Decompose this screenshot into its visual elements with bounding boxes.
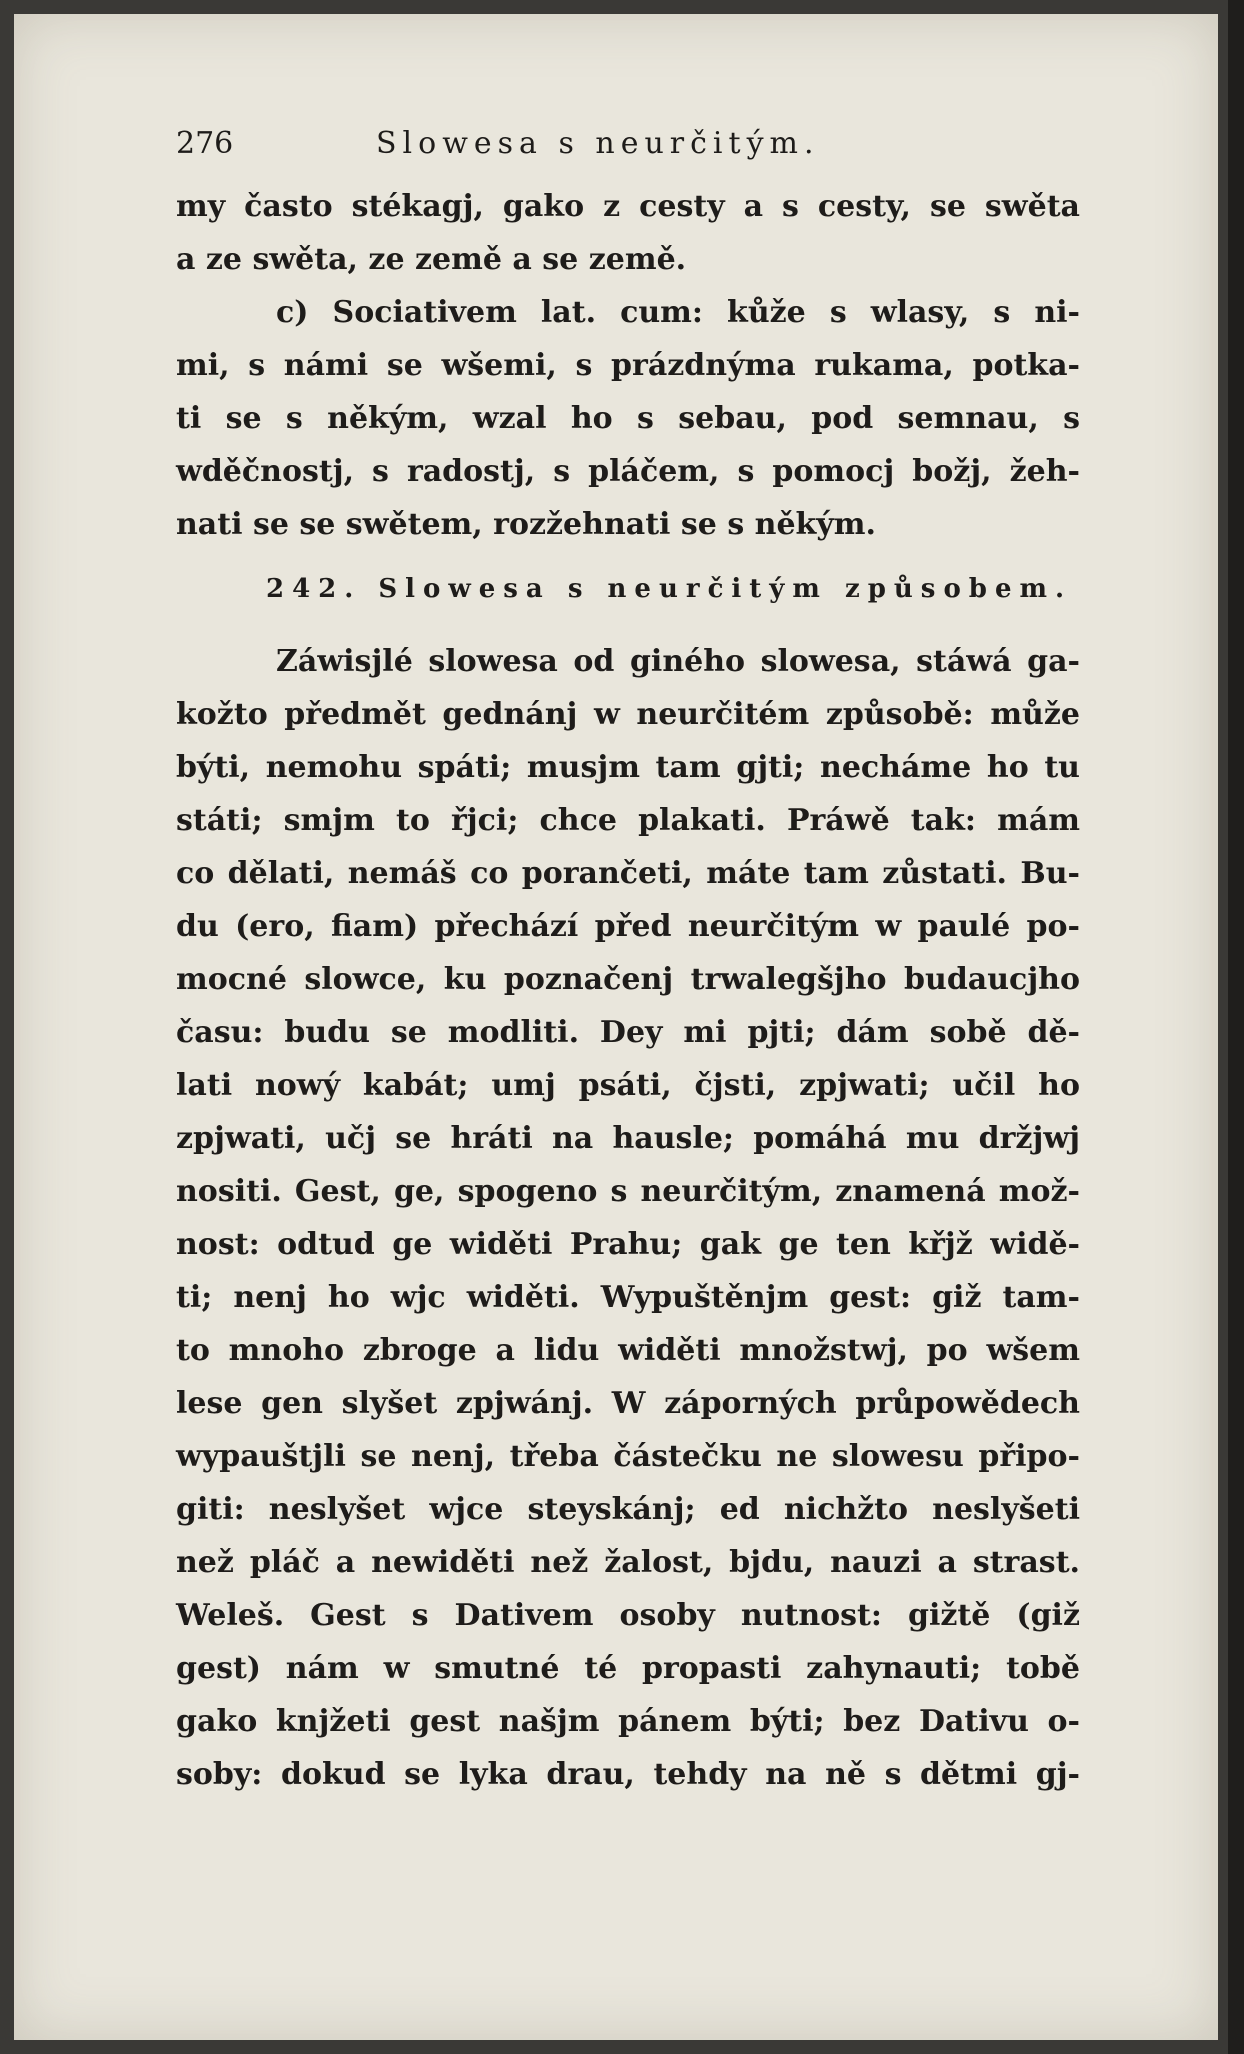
book-spine-edge xyxy=(1228,0,1244,2054)
text-line: a ze swěta, ze země a se země. xyxy=(176,242,687,277)
text-line: zpjwati, učj se hráti na hausle; pomáhá mu držjwj xyxy=(176,1121,1080,1156)
text-line: ti se s někým, wzal ho s sebau, pod semnau, s xyxy=(176,401,1080,436)
text-line: státi; smjm to řjci; chce plakati. Práwě tak: mám xyxy=(176,803,1080,838)
text-line: wděčnostj, s radostj, s pláčem, s pomocj božj, žeh- xyxy=(176,454,1080,489)
text-line: lese gen slyšet zpjwánj. W záporných průpowědech xyxy=(176,1386,1080,1421)
text-line: ti; nenj ho wjc widěti. Wypuštěnjm gest: giž tam- xyxy=(176,1280,1080,1315)
text-line: my často stékagj, gako z cesty a s cesty, se swěta xyxy=(176,189,1080,224)
text-line: gako knjžeti gest našjm pánem býti; bez Dativu o- xyxy=(176,1704,1080,1739)
text-line: du (ero, fiam) přechází před neurčitým w paulé po- xyxy=(176,909,1080,944)
text-line: to mnoho zbroge a lidu widěti množstwj, po wšem xyxy=(176,1333,1080,1368)
text-line: Záwisjlé slowesa od giného slowesa, stáwá ga- xyxy=(276,644,1080,679)
text-line: nost: odtud ge widěti Prahu; gak ge ten křjž widě- xyxy=(176,1227,1080,1262)
text-line: gest) nám w smutné té propasti zahynauti; tobě xyxy=(176,1651,1080,1686)
text-line: kožto předmět gednánj w neurčitém způsobě: může xyxy=(176,697,1080,732)
page-text xyxy=(176,126,1080,1801)
text-line: co dělati, nemáš co porančeti, máte tam zůstati. Bu- xyxy=(176,856,1080,891)
text-line: c) Sociativem lat. cum: kůže s wlasy, s ni- xyxy=(276,295,1080,330)
section-heading: 242. Slowesa s neurčitým způsobem. xyxy=(266,574,1073,604)
text-line: giti: neslyšet wjce steyskánj; ed nichžto neslyšeti xyxy=(176,1492,1080,1527)
text-line: času: budu se modliti. Dey mi pjti; dám sobě dě- xyxy=(176,1015,1080,1050)
text-line: nati se se swětem, rozžehnati se s někým. xyxy=(176,507,876,542)
text-line: soby: dokud se lyka drau, tehdy na ně s dětmi gj- xyxy=(176,1757,1080,1792)
text-line: než pláč a newiděti než žalost, bjdu, nauzi a strast. xyxy=(176,1545,1080,1580)
text-line: mocné slowce, ku poznačenj trwalegšjho budaucjho xyxy=(176,962,1080,997)
paragraph-after xyxy=(176,635,1080,1801)
text-line: lati nowý kabát; umj psáti, čjsti, zpjwati; učil ho xyxy=(176,1068,1080,1103)
page-header xyxy=(176,126,1080,176)
text-line: býti, nemohu spáti; musjm tam gjti; necháme ho tu xyxy=(176,750,1080,785)
running-head: Slowesa s neurčitým. xyxy=(376,126,820,161)
text-line: nositi. Gest, ge, spogeno s neurčitým, znamená mož- xyxy=(176,1174,1080,1209)
text-line: Weleš. Gest s Dativem osoby nutnost: gižtě (giž xyxy=(176,1598,1080,1633)
page-number: 276 xyxy=(176,126,234,161)
text-line: mi, s námi se wšemi, s prázdnýma rukama, potka- xyxy=(176,348,1080,383)
text-line: wypauštjli se nenj, třeba částečku ne slowesu připo- xyxy=(176,1439,1080,1474)
paragraph-before xyxy=(176,180,1080,551)
